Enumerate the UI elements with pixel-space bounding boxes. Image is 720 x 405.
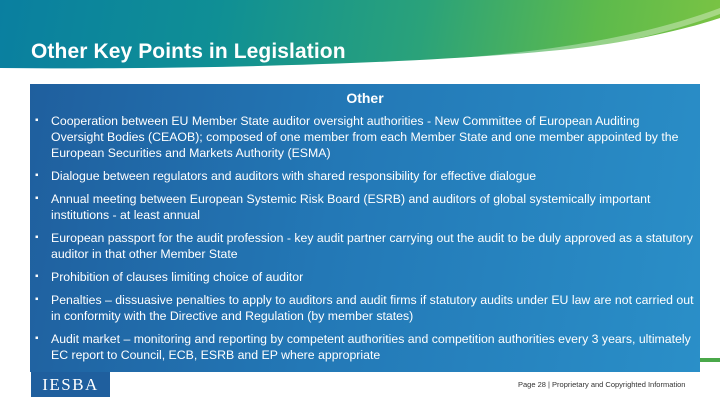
bullet-icon: ▪ (35, 115, 39, 126)
bullet-list (34, 113, 694, 370)
bullet-text: Penalties – dissuasive penalties to apply to auditors and audit firms if statutory audits under EU law are not carried out in conformity with the Directive and Regulation (by member states) (51, 293, 694, 323)
list-item (34, 230, 694, 262)
list-item (34, 331, 694, 363)
logo-text: IESBA (42, 374, 99, 394)
list-item (34, 292, 694, 324)
bullet-icon: ▪ (35, 294, 39, 305)
content-box (30, 84, 700, 372)
bullet-text: Annual meeting between European Systemic Risk Board (ESRB) and auditors of global systemically important institutions - at least annual (51, 192, 651, 222)
box-heading: Other (346, 90, 384, 106)
accent-line (700, 358, 720, 362)
page-title: Other Key Points in Legislation (31, 40, 346, 63)
bullet-icon: ▪ (35, 333, 39, 344)
list-item (34, 269, 694, 285)
header-banner (0, 0, 720, 84)
bullet-text: Dialogue between regulators and auditors with shared responsibility for effective dialogue (51, 169, 537, 183)
bullet-icon: ▪ (35, 271, 39, 282)
bullet-text: Prohibition of clauses limiting choice of auditor (51, 270, 304, 284)
bullet-text: Audit market – monitoring and reporting by competent authorities and competition authorities every 3 years, ultimately EC report to Council, ECB, ESRB and EP where appropriate (51, 332, 691, 362)
list-item (34, 168, 694, 184)
bullet-icon: ▪ (35, 170, 39, 181)
bullet-icon: ▪ (35, 193, 39, 204)
list-item (34, 191, 694, 223)
list-item (34, 113, 694, 161)
footer-text: Page 28 | Proprietary and Copyrighted Information (518, 380, 686, 389)
iesba-logo (31, 372, 110, 397)
bullet-text: Cooperation between EU Member State auditor oversight authorities - New Committee of European Auditing Oversight Bodies (CEAOB); composed of one member from each Member State and one member appointed by the European Securities and Markets Authority (ESMA) (51, 114, 679, 160)
bullet-text: European passport for the audit profession - key audit partner carrying out the audit to be duly approved as a statutory auditor in that other Member State (51, 231, 693, 261)
bullet-icon: ▪ (35, 232, 39, 243)
